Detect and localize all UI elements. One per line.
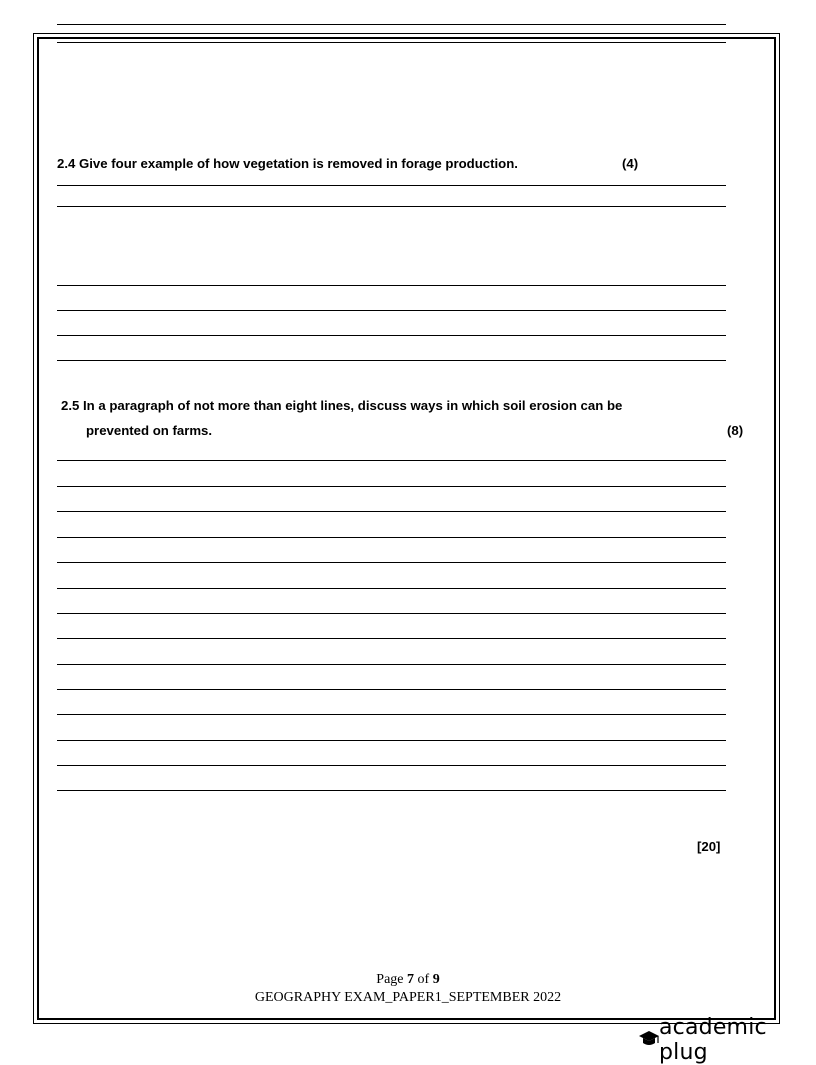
answer-line xyxy=(57,765,726,766)
page-number xyxy=(0,972,816,988)
answer-line xyxy=(57,638,726,639)
section-total-marks: [20] xyxy=(697,839,721,854)
page-current: 7 xyxy=(407,972,415,987)
page-prefix: Page xyxy=(376,972,408,987)
answer-line xyxy=(57,335,726,336)
question-2-5-continued: prevented on farms. xyxy=(86,423,213,438)
graduation-cap-icon xyxy=(639,1029,659,1052)
academic-plug-logo xyxy=(639,1015,816,1065)
answer-line xyxy=(57,206,726,207)
page-total: 9 xyxy=(432,972,440,987)
answer-line xyxy=(57,740,726,741)
paper-title: GEOGRAPHY EXAM_PAPER1_SEPTEMBER 2022 xyxy=(254,990,562,1005)
answer-line xyxy=(57,613,726,614)
answer-line xyxy=(57,42,726,43)
answer-line xyxy=(57,460,726,461)
brand-text: academic plug xyxy=(659,1015,767,1065)
answer-line xyxy=(57,588,726,589)
question-2-4: 2.4 Give four example of how vegetation is removed in forage production. xyxy=(57,156,518,171)
answer-line xyxy=(57,185,726,186)
page-of: of xyxy=(414,972,433,987)
answer-line xyxy=(57,689,726,690)
answer-line xyxy=(57,562,726,563)
question-2-4-marks: (4) xyxy=(622,156,639,171)
answer-line xyxy=(57,664,726,665)
answer-line xyxy=(57,714,726,715)
answer-line xyxy=(57,285,726,286)
answer-line xyxy=(57,511,726,512)
answer-line xyxy=(57,360,726,361)
answer-line xyxy=(57,24,726,25)
answer-line xyxy=(57,310,726,311)
question-2-5: 2.5 In a paragraph of not more than eight lines, discuss ways in which soil erosion can be xyxy=(61,398,623,413)
answer-line xyxy=(57,790,726,791)
answer-line xyxy=(57,486,726,487)
question-2-5-marks: (8) xyxy=(727,423,744,438)
answer-line xyxy=(57,537,726,538)
